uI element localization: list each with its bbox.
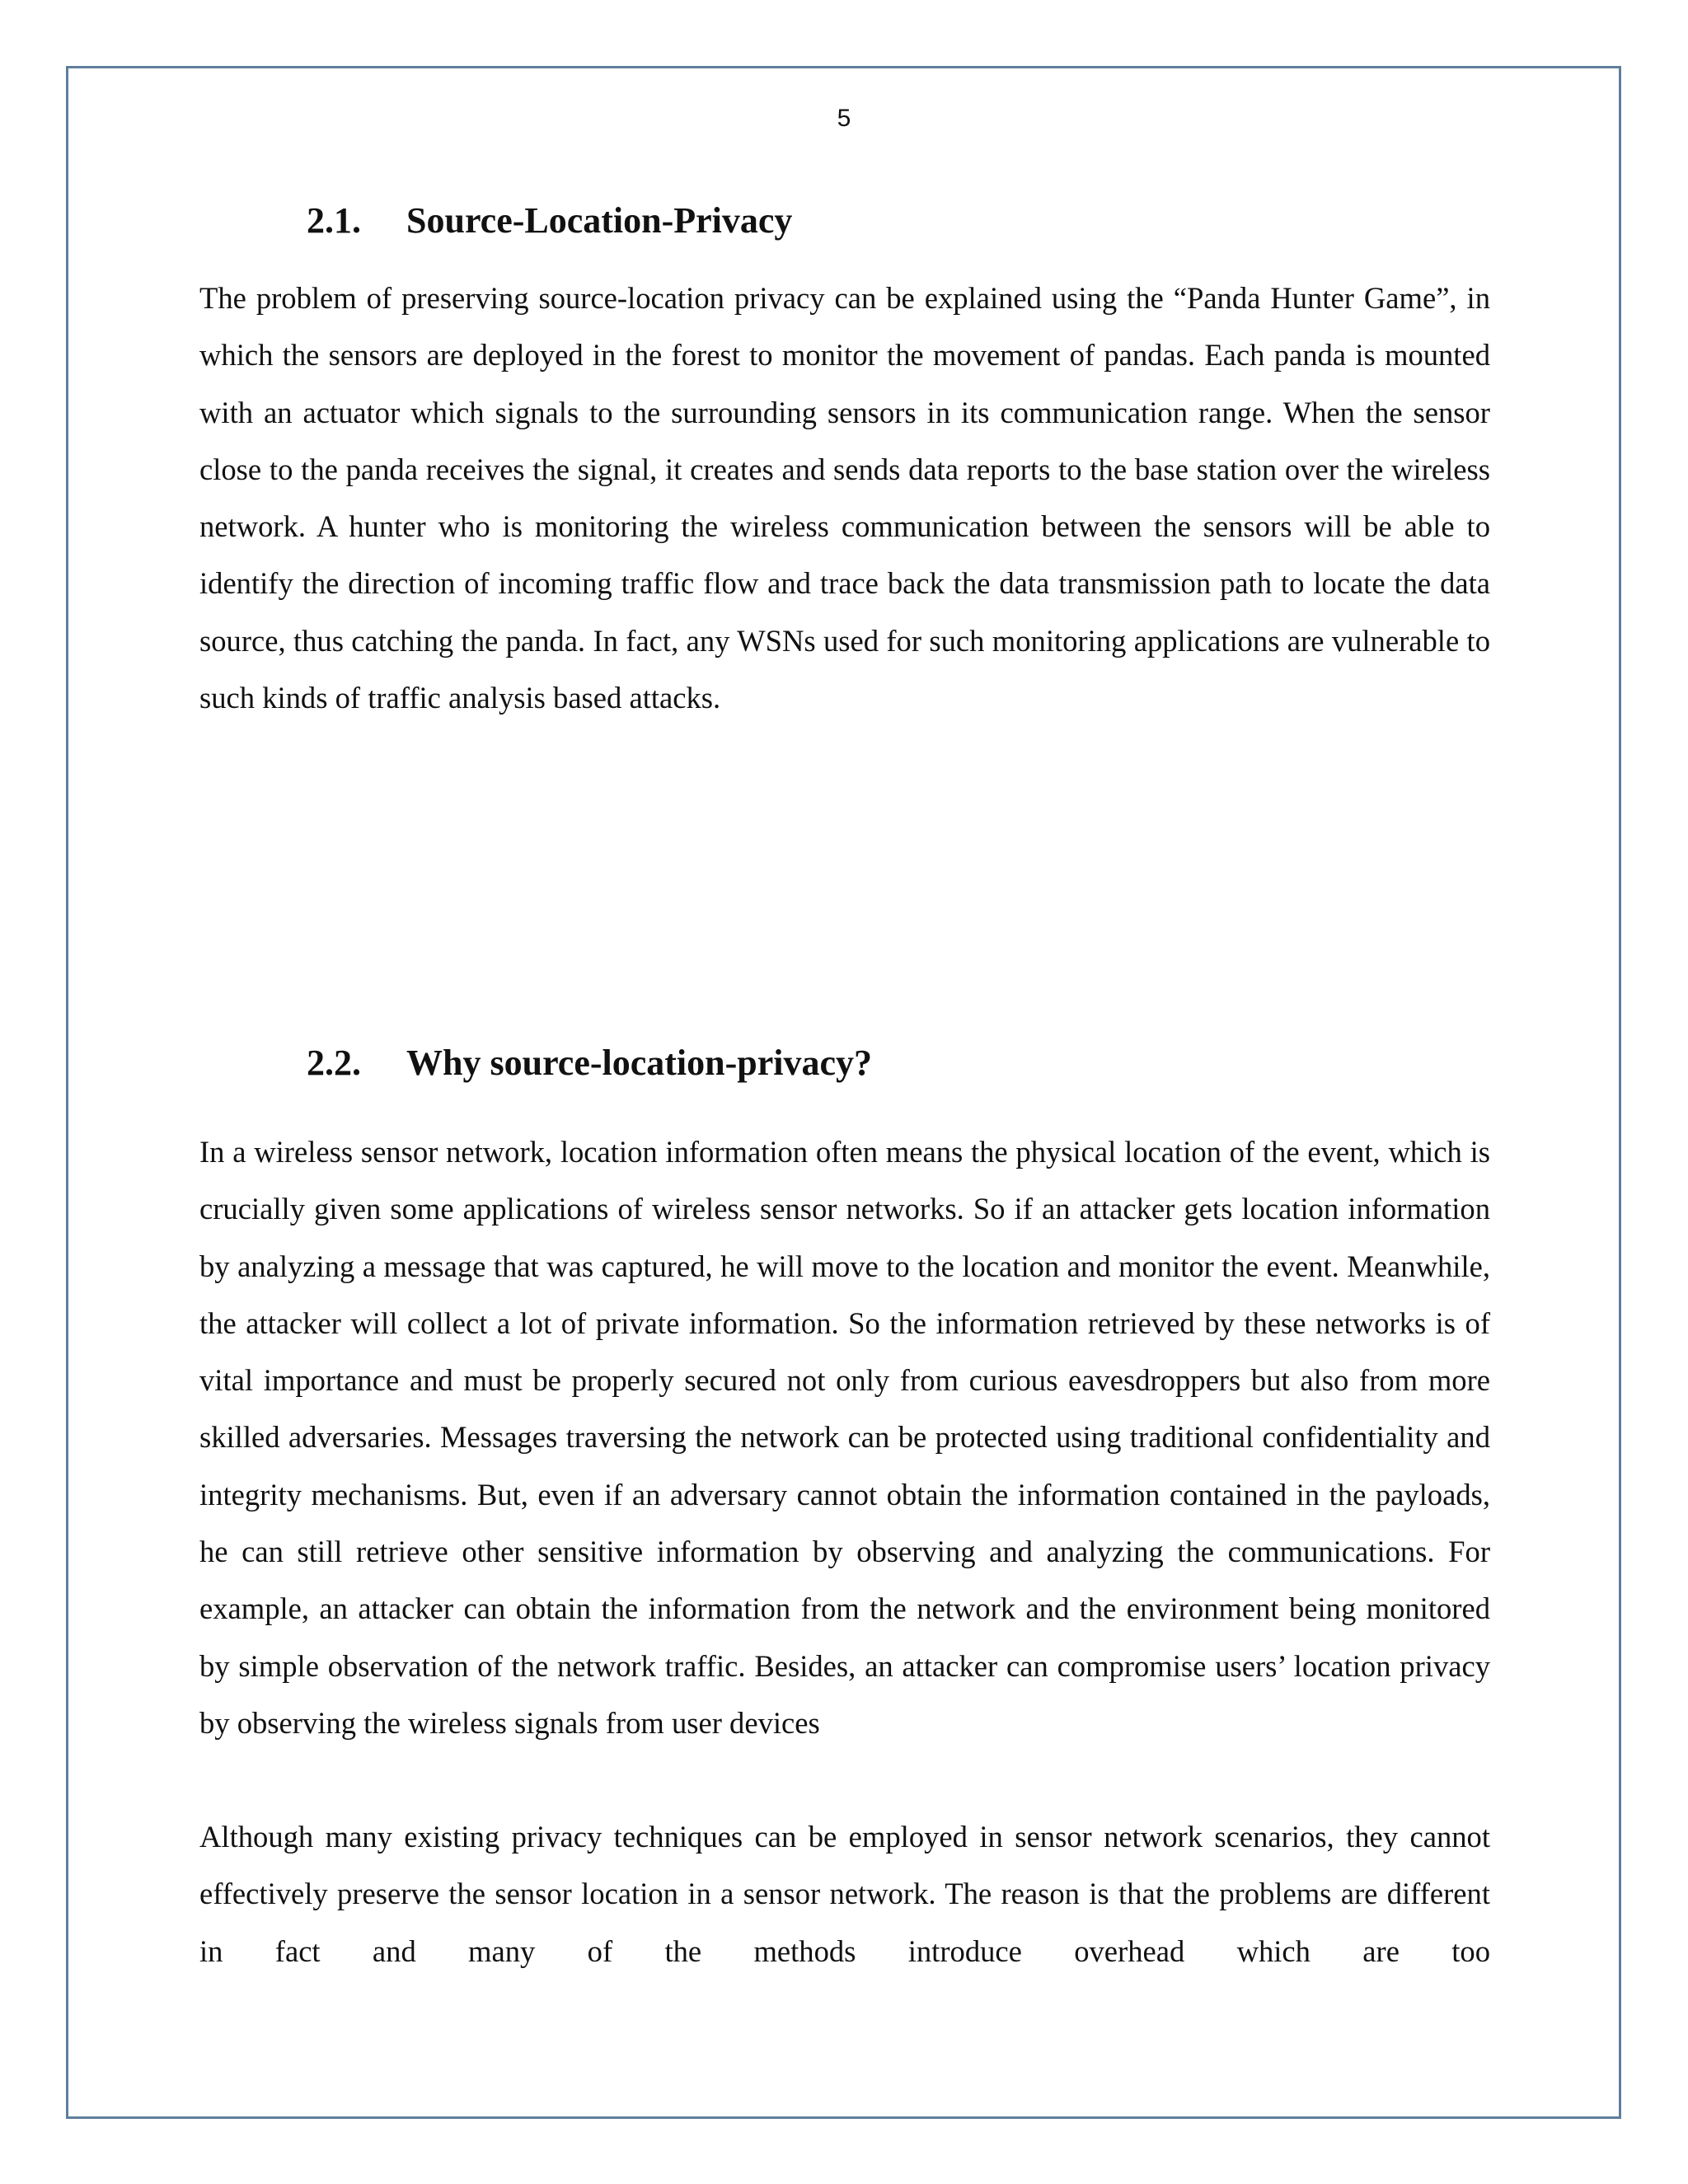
section-title: Source-Location-Privacy bbox=[406, 200, 793, 241]
section-2-2-paragraph-2: Although many existing privacy techniques can be employed in sensor network scenarios, they cannot effectively preserve the sensor location in a sensor network. The reason is that the problems are different in fact and many of the methods introduce overhead which are too bbox=[199, 1820, 1490, 1968]
section-heading-2-2 bbox=[307, 1040, 872, 1086]
section-2-2-paragraph-1: In a wireless sensor network, location information often means the physical location of the event, which is crucially given some applications of wireless sensor networks. So if an attacker gets location information by analyzing a message that was captured, he will move to the location and monitor the event. Meanwhile, the attacker will collect a lot of private information. So the information retrieved by these networks is of vital importance and must be properly secured not only from curious eavesdroppers but also from more skilled adversaries. Messages traversing the network can be protected using traditional confidentiality and integrity mechanisms. But, even if an adversary cannot obtain the information contained in the payloads, he can still retrieve other sensitive information by observing and analyzing the communications. For example, an attacker can obtain the information from the network and the environment being monitored by simple observation of the network traffic. Besides, an attacker can compromise users’ location privacy by observing the wireless signals from user devices bbox=[199, 1135, 1490, 1740]
page-number: 5 bbox=[837, 105, 851, 132]
section-number: 2.2. bbox=[307, 1043, 361, 1083]
section-number: 2.1. bbox=[307, 200, 361, 241]
section-2-1-paragraph: The problem of preserving source-location privacy can be explained using the “Panda Hunter Game”, in which the sensors are deployed in the forest to monitor the movement of pandas. Each panda is mounted with an actuator which signals to the surrounding sensors in its communication range. When the sensor close to the panda receives the signal, it creates and sends data reports to the base station over the wireless network. A hunter who is monitoring the wireless communication between the sensors will be able to identify the direction of incoming traffic flow and trace back the data transmission path to locate the data source, thus catching the panda. In fact, any WSNs used for such monitoring applications are vulnerable to such kinds of traffic analysis based attacks. bbox=[199, 281, 1490, 715]
section-heading-2-1 bbox=[307, 198, 792, 244]
section-title: Why source-location-privacy? bbox=[406, 1043, 873, 1083]
